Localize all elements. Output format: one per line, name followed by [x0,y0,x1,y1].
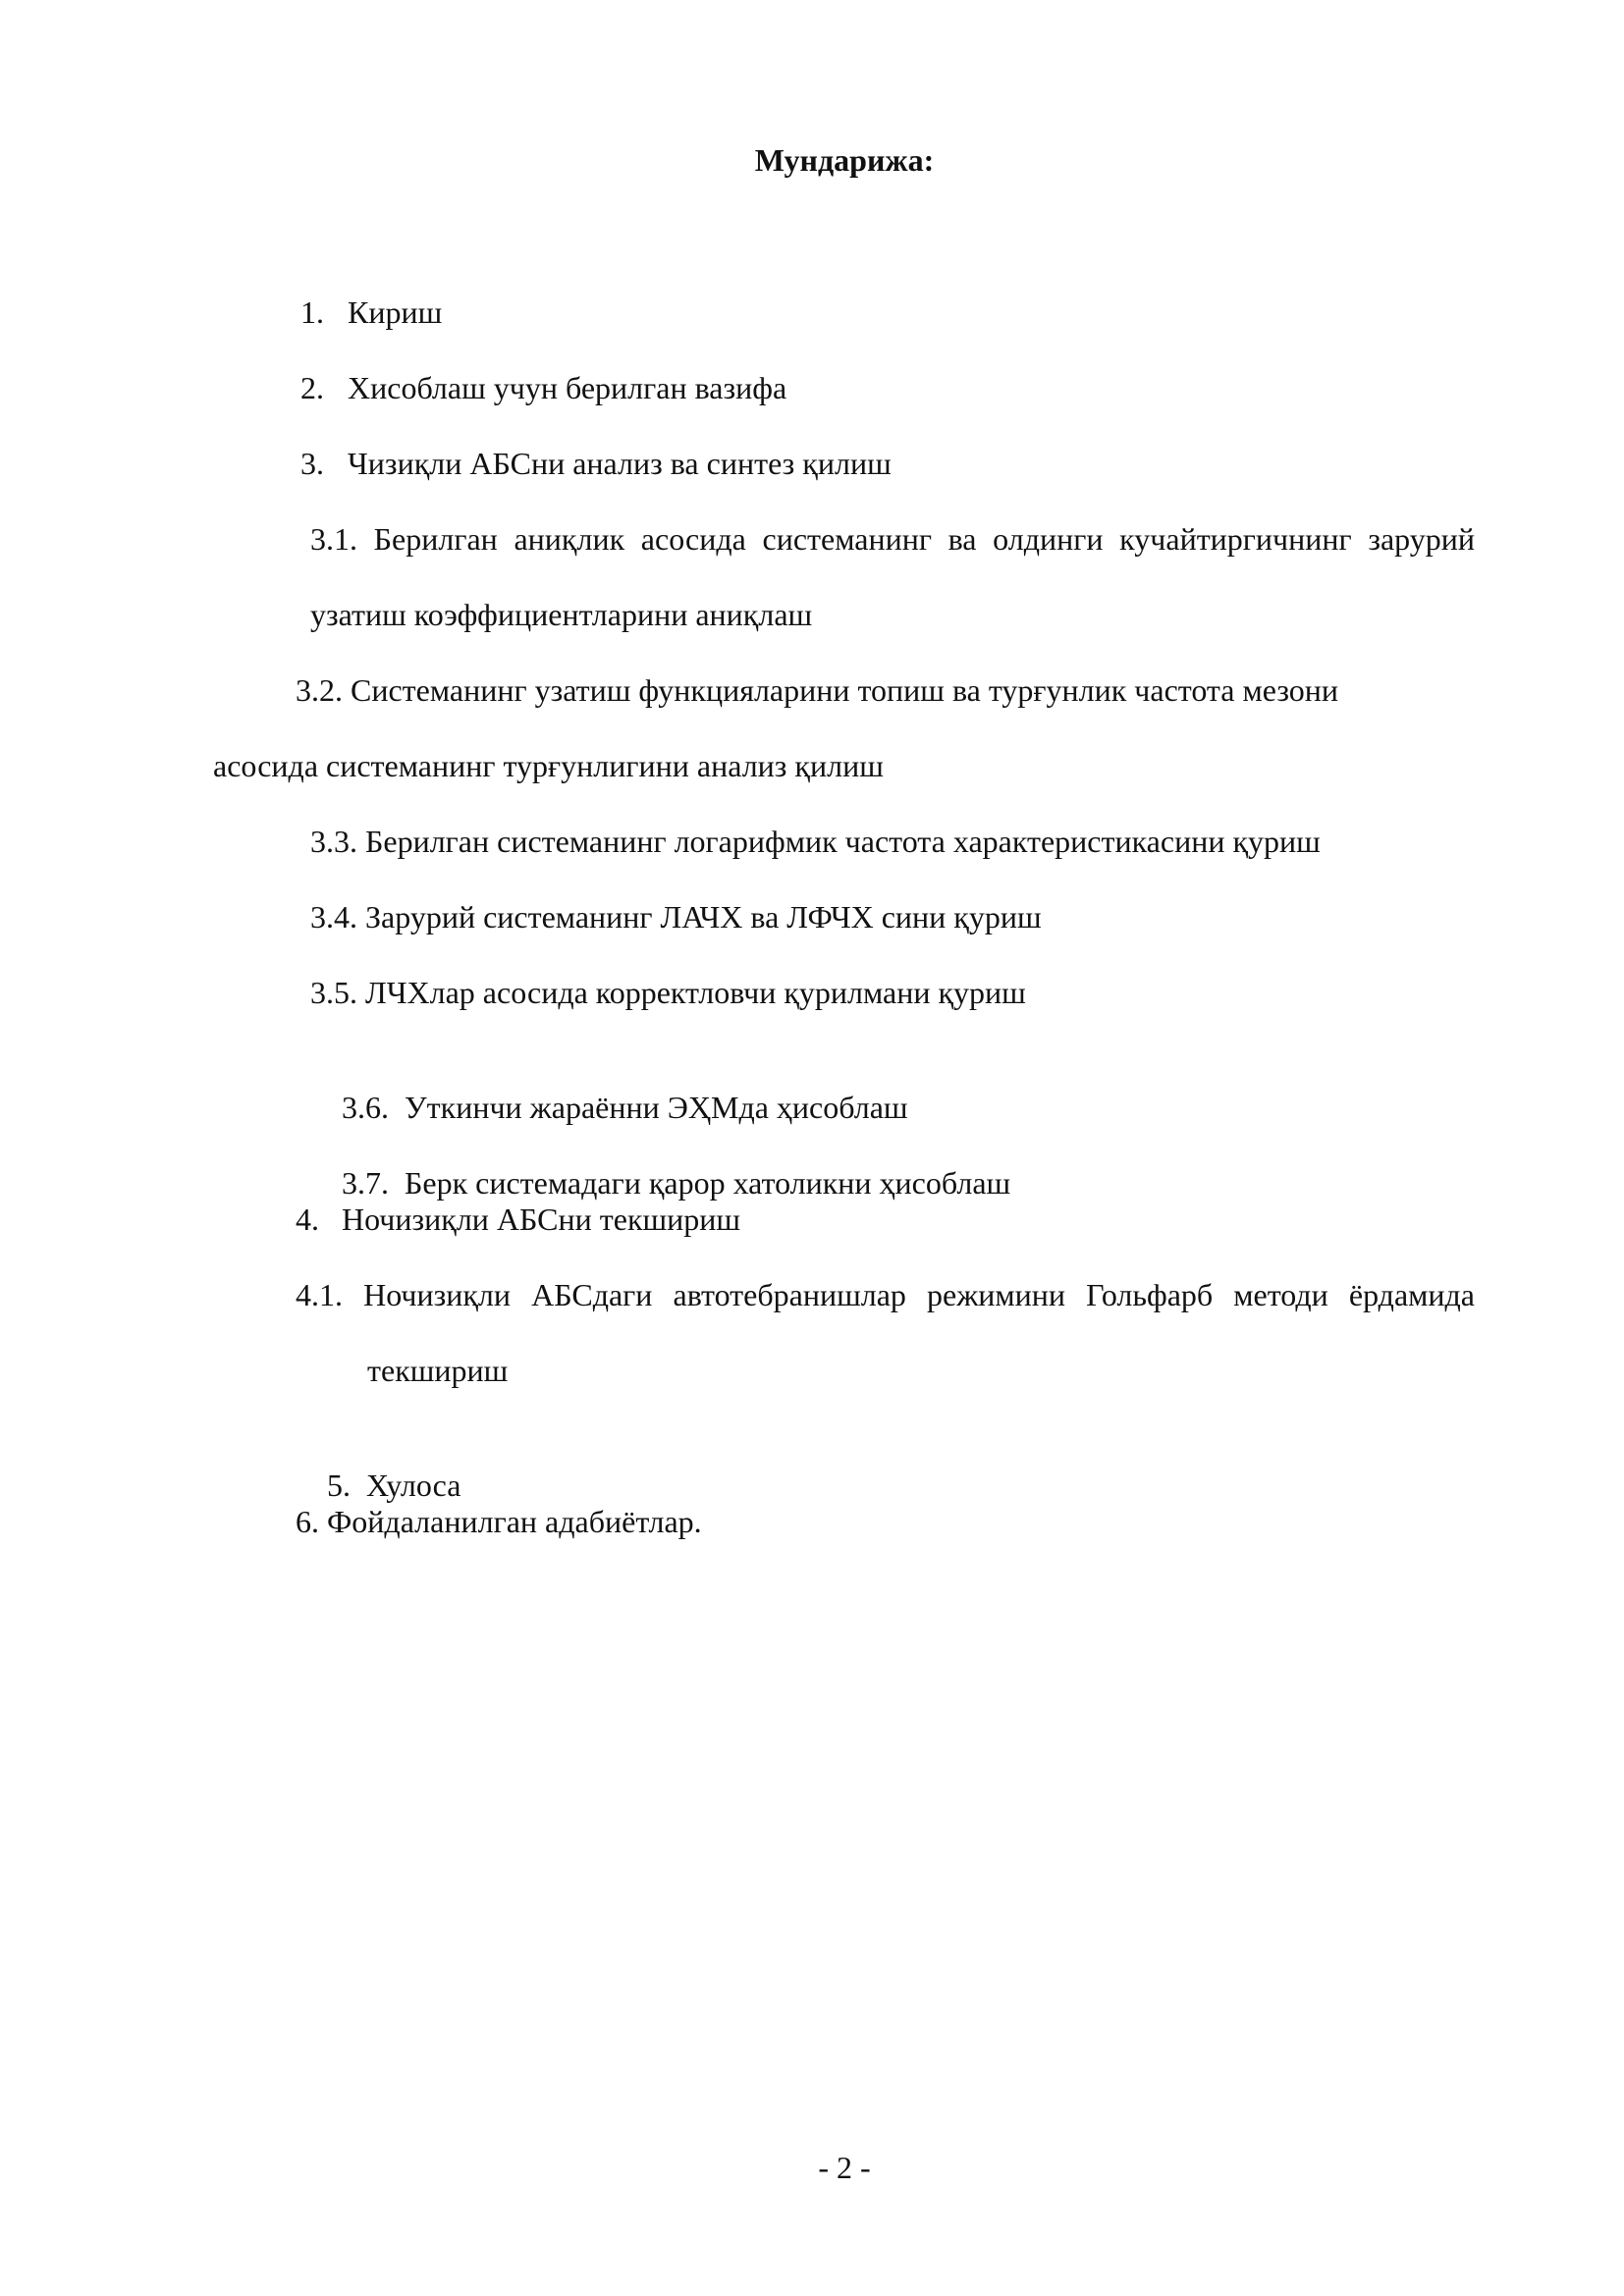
toc-item-number: 1. [300,294,324,330]
toc-item-6 [296,1502,702,1541]
toc-item-number: 3. [300,446,324,481]
toc-item-3-2-continued [213,746,884,785]
toc-item-text: 3.4. Зарурий системанинг ЛАЧХ ва ЛФЧХ сини қуриш [310,899,1042,934]
toc-item-text: 6. Фойдаланилган адабиётлар. [296,1504,702,1539]
toc-item-2 [300,368,786,407]
toc-item-text: 3.5. ЛЧХлар асосида корректловчи қурилмани қуриш [310,975,1026,1010]
toc-item-text: Кириш [348,294,443,330]
toc-item-3-4 [310,897,1042,936]
toc-item-text: узатиш коэффициентларини аниқлаш [310,597,813,632]
toc-item-4-1-continued [367,1351,508,1390]
toc-item-text: 3.1. Берилган аниқлик асосида системанинг ва олдинги кучайтиргичнинг зарурий [310,521,1475,557]
toc-item-text: 3.2. Системанинг узатиш функцияларини топиш ва турғунлик частота мезони [296,672,1339,708]
toc-item-text: Ночизиқли АБСни текшириш [342,1201,741,1237]
toc-item-text: 3.3. Берилган системанинг логарифмик частота характеристикасини қуриш [310,824,1321,859]
toc-item-3-3 [310,822,1321,861]
page-number: - 2 - [818,2150,871,2185]
toc-item-4-1 [296,1275,1475,1314]
toc-item-3-1 [310,519,1475,559]
toc-item-text: Хисоблаш учун берилган вазифа [348,370,787,405]
toc-item-number: 4. [296,1201,319,1237]
toc-item-3-5 [310,973,1026,1012]
toc-title: Мундарижа: [754,142,935,178]
toc-item-text: 3.7. Берк системадаги қарор хатоликни ҳисоблаш [342,1165,1011,1201]
toc-item-4 [296,1200,740,1239]
toc-item-1 [300,293,442,332]
toc-item-3 [300,444,892,483]
toc-item-3-2 [296,670,1338,710]
toc-item-3-1-continued [310,595,812,634]
toc-item-text: 3.6. Уткинчи жараённи ЭҲМда ҳисоблаш [342,1090,908,1125]
toc-item-text: 4.1. Ночизиқли АБСдаги автотебранишлар режимини Гольфарб методи ёрдамида [296,1277,1475,1312]
toc-item-text: 5. Хулоса [327,1468,461,1503]
toc-item-text: асосида системанинг турғунлигини анализ қилиш [213,748,884,783]
toc-item-text: Чизиқли АБСни анализ ва синтез қилиш [348,446,892,481]
toc-item-number: 2. [300,370,324,405]
toc-item-text: текшириш [367,1353,509,1388]
